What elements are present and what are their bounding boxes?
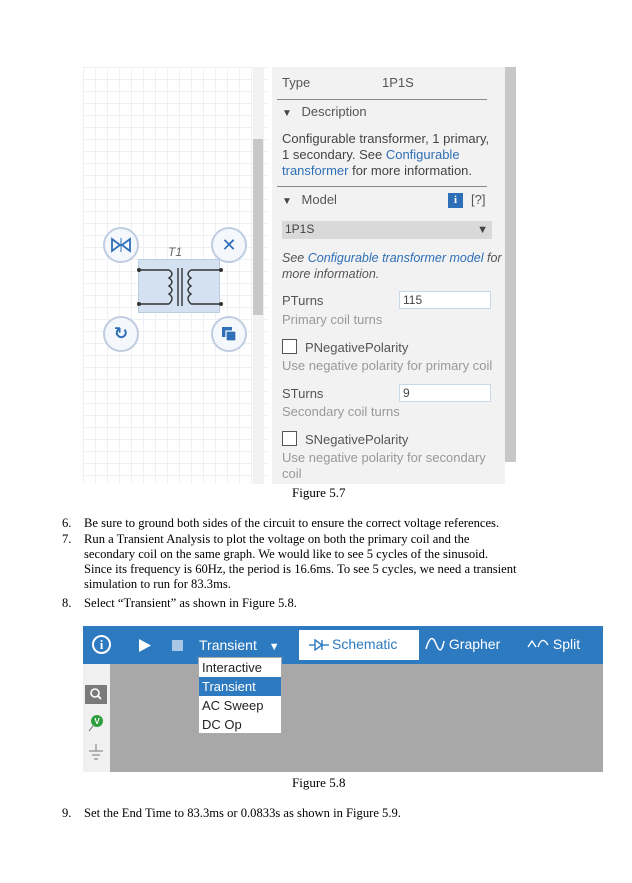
panel-scrollbar[interactable]	[505, 67, 516, 462]
duplicate-button[interactable]	[211, 316, 247, 352]
option-ac-sweep[interactable]: AC Sweep	[202, 698, 264, 713]
snegative-label: SNegativePolarity	[305, 432, 409, 447]
caret-down-icon: ▼	[282, 196, 292, 207]
figure-5-7	[83, 67, 516, 484]
pturns-input[interactable]: 115	[399, 291, 491, 309]
tab-grapher[interactable]: Grapher	[425, 636, 500, 652]
model-toggle[interactable]: ▼ Model	[282, 192, 337, 207]
close-icon: ✕	[221, 234, 237, 256]
pturns-label: PTurns	[282, 293, 324, 308]
option-interactive[interactable]: Interactive	[202, 660, 262, 675]
copy-icon	[221, 326, 237, 342]
split-icon	[527, 637, 549, 651]
snegative-hint: Use negative polarity for secondary coil	[282, 450, 486, 481]
option-transient[interactable]: Transient	[199, 677, 281, 696]
info-icon[interactable]: i	[92, 635, 111, 654]
tab-schematic[interactable]: Schematic	[299, 630, 419, 660]
transformer-symbol-icon[interactable]	[133, 252, 228, 318]
configurable-link[interactable]: Configurable	[385, 147, 460, 162]
sturns-label: STurns	[282, 386, 324, 401]
properties-panel	[272, 67, 505, 484]
ground-icon[interactable]	[88, 744, 104, 762]
figure-5-7-caption: Figure 5.7	[292, 485, 346, 500]
model-info-text: See Configurable transformer model for more information.	[282, 251, 502, 281]
flip-icon	[111, 237, 131, 253]
delete-button[interactable]	[211, 227, 247, 263]
pnegative-hint: Use negative polarity for primary coil	[282, 358, 493, 373]
canvas-scrollbar[interactable]	[253, 67, 263, 484]
tab-split[interactable]: Split	[527, 636, 580, 652]
pnegative-label: PNegativePolarity	[305, 340, 409, 355]
description-text: Configurable transformer, 1 primary, 1 secondary. See Configurable transformer for more information.	[282, 131, 490, 178]
rotate-button[interactable]	[103, 316, 139, 352]
analysis-dropdown	[198, 657, 282, 734]
option-dc-op[interactable]: DC Op	[202, 717, 242, 732]
snegative-checkbox[interactable]	[282, 431, 297, 446]
flip-button[interactable]	[103, 227, 139, 263]
caret-down-icon: ▼	[268, 641, 280, 653]
pturns-hint: Primary coil turns	[282, 312, 383, 327]
caret-down-icon: ▼	[282, 108, 292, 119]
type-value: 1P1S	[382, 75, 414, 90]
sturns-hint: Secondary coil turns	[282, 404, 400, 419]
description-toggle[interactable]: ▼ Description	[282, 104, 367, 119]
sturns-input[interactable]: 9	[399, 384, 491, 402]
rotate-icon: ↻	[113, 324, 129, 344]
figure-5-8	[83, 626, 603, 773]
chevron-down-icon: ▼	[477, 224, 488, 236]
voltage-probe-icon[interactable]	[87, 714, 105, 732]
model-link[interactable]: Configurable transformer model	[307, 251, 484, 265]
toolbar	[83, 626, 603, 664]
figure-5-8-caption: Figure 5.8	[292, 775, 346, 790]
tool-sidebar	[83, 664, 110, 772]
type-label: Type	[282, 75, 311, 90]
schematic-area[interactable]	[83, 664, 603, 772]
component-label: T1	[168, 245, 183, 259]
analysis-select[interactable]: Transient ▼	[199, 637, 280, 653]
stop-icon[interactable]	[172, 640, 183, 651]
wave-icon	[425, 637, 445, 651]
play-icon[interactable]	[139, 639, 151, 652]
svg-text:V: V	[94, 717, 100, 726]
schematic-canvas[interactable]	[83, 67, 268, 484]
info-icon[interactable]: i	[448, 193, 463, 208]
diode-icon	[309, 639, 329, 651]
pnegative-checkbox[interactable]	[282, 339, 297, 354]
help-link[interactable]: [?]	[471, 192, 486, 207]
transformer-link[interactable]: transformer	[282, 163, 349, 178]
search-button[interactable]	[85, 685, 107, 704]
search-icon	[85, 685, 107, 704]
model-select[interactable]: 1P1S ▼	[282, 221, 492, 239]
